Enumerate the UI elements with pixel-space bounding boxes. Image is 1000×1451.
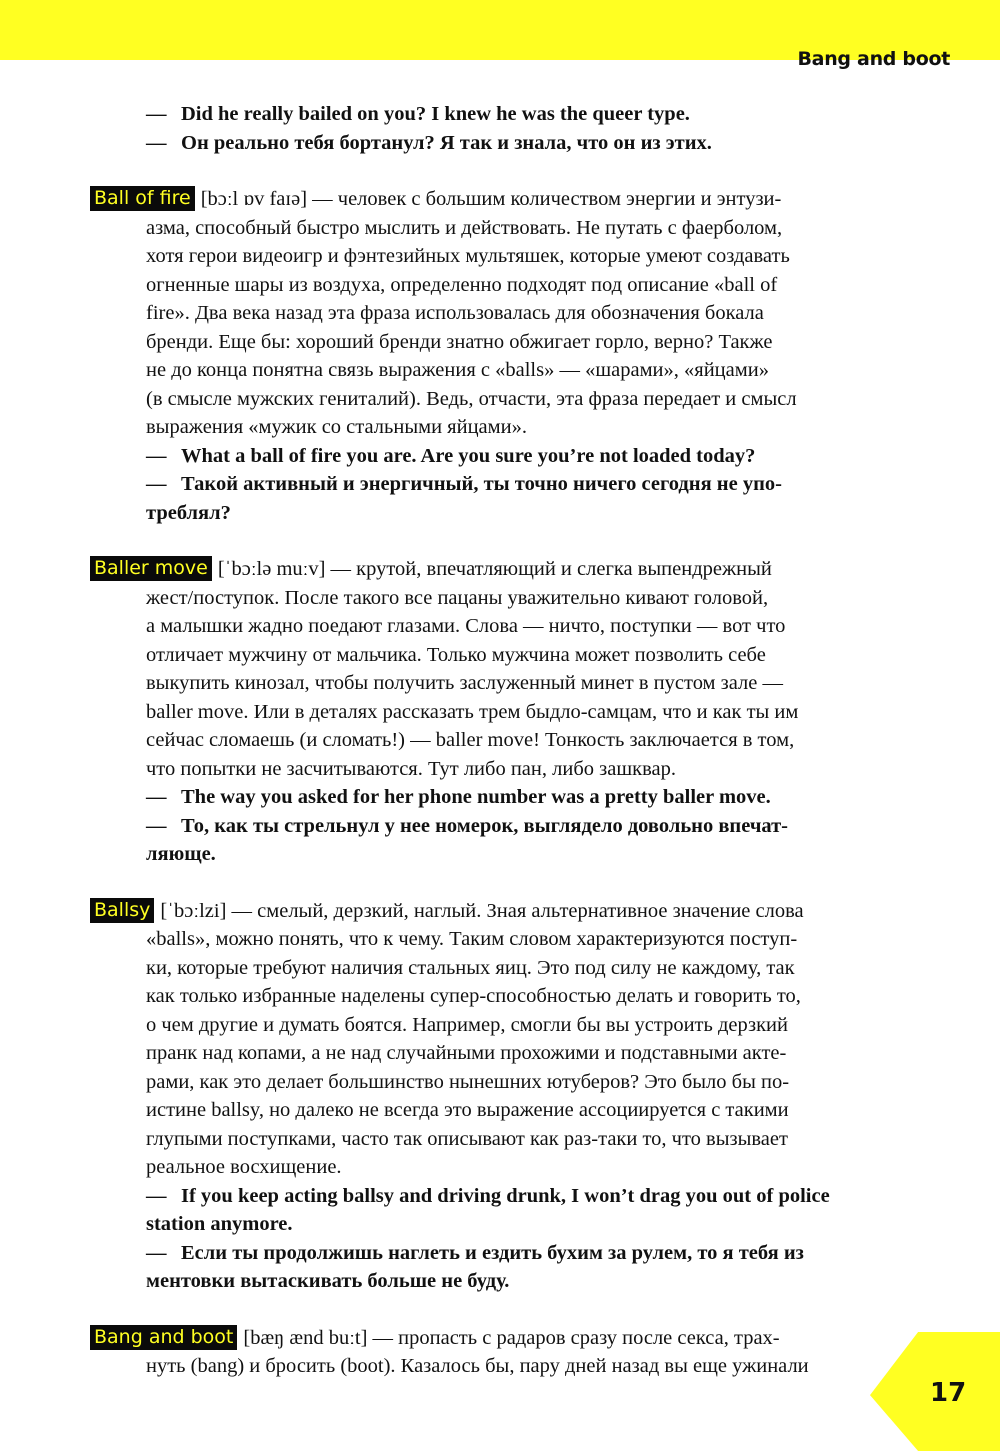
entry-ball-of-fire: Ball of fire [bɔːl ɒv faɪə] — человек с большим количеством энергии и энтузи- азма, способный быстро мыслить и действовать. Не путать с фаерболом, хотя герои видеоигр и фэнтезийных мультяшек, которые умеют создавать огненные шары из воздуха, определенно подходят под описание «ball of fire». Два века назад эта фраза использовалась для обозначения бокала бренди. Еще бы: хороший бренди знатно обжигает горло, верно? Также не до конца понятна связь выражения с «balls» — «шарами», «яйцами» (в смысле мужских гениталий). Ведь, отчасти, эта фраза передает и смысл выражения «мужик со стальными яйцами». — What a ball of fire you are. Are you sure you’re not loaded today? — Такой активный и энергичный, ты точно ничего сегодня не упо- треблял? [90,185,883,527]
example-line: — If you keep acting ballsy and driving drunk, I won’t drag you out of police [146,1184,830,1207]
page-content [90,100,883,1381]
entry-ballsy: Ballsy [ˈbɔːlzi] — смелый, дерзкий, наглый. Зная альтернативное значение слова «balls», можно понять, что к чему. Таким словом характеризуются поступ- ки, которые требуют наличия стальных яиц. Это под силу не каждому, так как только избранные наделены супер-способностью делать и говорить то, о чем другие и думать боятся. Например, смогли бы вы устроить дерзкий пранк над копами, а не над случайными прохожими и подставными акте- рами, как это делает большинство нынешних ютуберов? Это было бы по- истине ballsy, но далеко не всегда это выражение ассоциируется с такими глупыми поступками, часто так описывают как раз-таки то, что вызывает реальное восхищение. — If you keep acting ballsy and driving drunk, I won’t drag you out of police station anymore. — Если ты продолжишь наглеть и ездить бухим за рулем, то я тебя из ментовки вытаскивать больше не буду. [90,897,883,1296]
headword: Baller move [90,556,212,581]
example-line: — Did he really bailed on you? I knew he was the queer type. [146,103,690,125]
headword: Ball of fire [90,186,195,211]
example-line: — Он реально тебя бортанул? Я так и знала, что он из этих. [146,131,712,154]
headword: Bang and boot [90,1325,237,1350]
headword: Ballsy [90,898,154,923]
example-line: — Если ты продолжишь наглеть и ездить бухим за рулем, то я тебя из [146,1241,804,1264]
example-line: — The way you asked for her phone number was a pretty baller move. [146,786,771,808]
running-title: Bang and boot [797,48,950,70]
example-line: — Такой активный и энергичный, ты точно ничего сегодня не упо- [146,473,782,495]
example-line: — What a ball of fire you are. Are you sure you’re not loaded today? [146,444,756,467]
example-line: — То, как ты стрельнул у нее номерок, выглядело довольно впечат- [146,814,789,837]
page-number: 17 [930,1378,967,1408]
entry-bang-and-boot: Bang and boot [bæŋ ænd buːt] — пропасть с радаров сразу после секса, трах- нуть (bang) и бросить (boot). Казалось бы, пару дней назад вы еще ужинали [90,1324,883,1381]
entry-baller-move: Baller move [ˈbɔːlə muːv] — крутой, впечатляющий и слегка выпендрежный жест/поступок. После такого все пацаны уважительно кивают головой, а малышки жадно поедают глазами. Слова — ничто, поступки — вот что отличает мужчину от мальчика. Только мужчина может позволить себе выкупить кинозал, чтобы получить заслуженный минет в пустом зале — baller move. Или в деталях рассказать трем быдло-самцам, что и как ты им сейчас сломаешь (и сломать!) — baller move! Тонкость заключается в том, что попытки не засчитываются. Тут либо пан, либо зашквар. — The way you asked for her phone number was a pretty baller move. — То, как ты стрельнул у нее номерок, выглядело довольно впечат- ляюще. [90,555,883,869]
intro-examples [90,100,883,157]
